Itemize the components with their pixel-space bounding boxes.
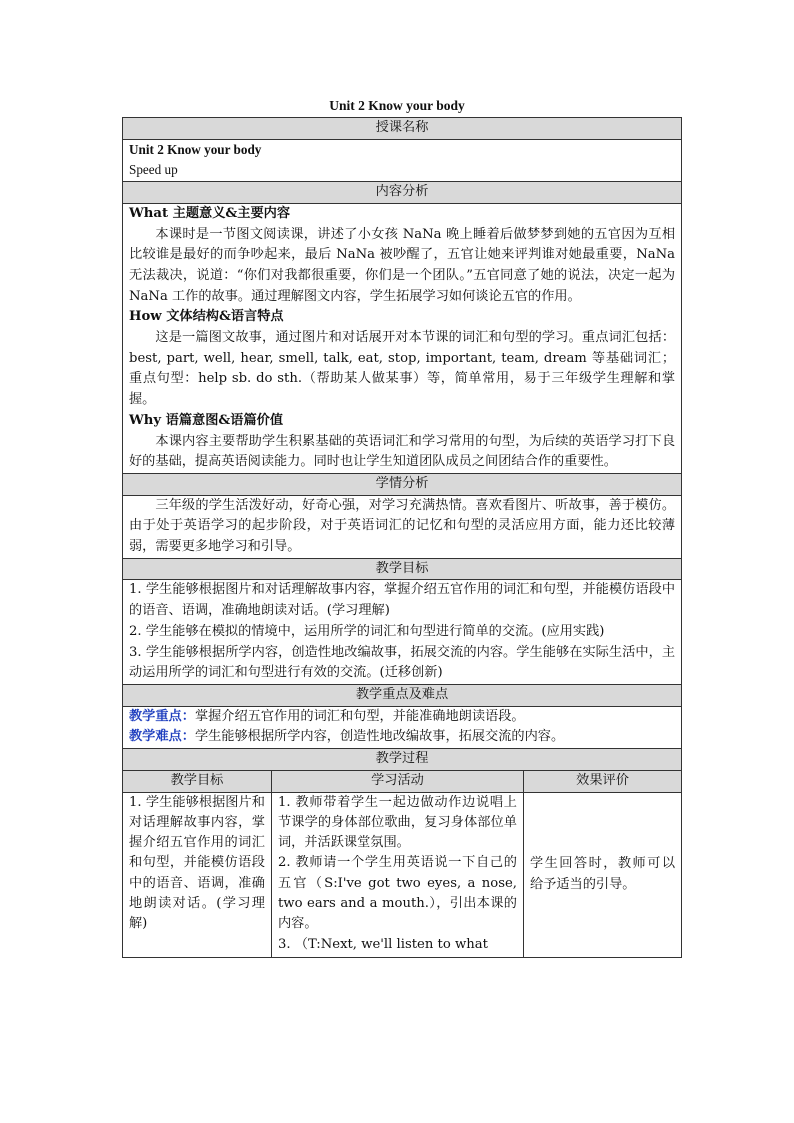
key-difficulty-text: 学生能够根据所学内容，创造性地改编故事，拓展交流的内容。 — [194, 729, 565, 745]
section-header-process: 教学过程 — [123, 749, 682, 771]
process-activity-3: 3. （T:Next, we'll listen to what — [278, 936, 488, 952]
section-header-content-analysis: 内容分析 — [123, 182, 682, 204]
page-title: Unit 2 Know your body — [329, 98, 465, 113]
how-paragraph: 这是一篇图文故事，通过图片和对话展开对本节课的词汇和句型的学习。重点词汇包括：best, part, well, hear, smell, talk, eat, stop, important, team, dream 等基础词汇；重点句型：help sb. do sth.（帮助某人做某事）等，简单常用，易于三年级学生理解和掌握。 — [129, 330, 676, 408]
section-header-course-name: 授课名称 — [123, 118, 682, 140]
lesson-plan-table — [122, 117, 682, 958]
process-column-goal: 教学目标 — [123, 770, 272, 792]
key-focus-label: 教学重点： — [129, 708, 195, 724]
key-points-cell — [123, 706, 682, 748]
what-heading: What 主题意义&主要内容 — [129, 205, 291, 221]
why-heading: Why 语篇意图&语篇价值 — [129, 412, 284, 428]
process-eval-cell — [524, 792, 682, 957]
process-activity-cell — [272, 792, 524, 957]
process-goal-cell — [123, 792, 272, 957]
what-paragraph: 本课时是一节图文阅读课，讲述了小女孩 NaNa 晚上睡着后做梦梦到她的五官因为互相比较谁是最好的而争吵起来，最后 NaNa 被吵醒了，五官让她来评判谁对她最重要，NaNa 无法裁决，说道：“你们对我都很重要，你们是一个团队。”五官同意了她的说法，决定一起为 NaNa 工作的故事。通过理解图文内容，学生拓展学习如何谈论五官的作用。 — [129, 226, 676, 304]
section-header-student-analysis: 学情分析 — [123, 473, 682, 495]
process-column-eval: 效果评价 — [524, 770, 682, 792]
process-activity-2: 2. 教师请一个学生用英语说一下自己的五官（S:I've got two eyes, a nose, two ears and a mouth.），引出本课的内容。 — [278, 855, 517, 932]
why-paragraph: 本课内容主要帮助学生积累基础的英语词汇和学习常用的句型，为后续的英语学习打下良好的基础，提高英语阅读能力。同时也让学生知道团队成员之间团结合作的重要性。 — [129, 433, 676, 470]
key-focus-line — [129, 707, 675, 728]
goal-item-2: 2. 学生能够在模拟的情境中，运用所学的词汇和句型进行简单的交流。(应用实践) — [129, 623, 605, 639]
process-column-activity: 学习活动 — [272, 770, 524, 792]
goal-item-1: 1. 学生能够根据图片和对话理解故事内容，掌握介绍五官作用的词汇和句型，并能模仿语段中的语音、语调，准确地朗读对话。(学习理解) — [129, 582, 676, 619]
student-analysis-paragraph: 三年级的学生活泼好动，好奇心强，对学习充满热情。喜欢看图片、听故事，善于模仿。由于处于英语学习的起步阶段，对于英语词汇的记忆和句型的灵活应用方面，能力还比较薄弱，需要更多地学习和引导。 — [129, 497, 676, 555]
process-activity-1: 1. 教师带着学生一起边做动作边说唱上节课学的身体部位歌曲，复习身体部位单词，并活跃课堂氛围。 — [278, 794, 517, 851]
how-heading: How 文体结构&语言特点 — [129, 309, 284, 325]
content-analysis-cell — [123, 203, 682, 473]
process-goal-text: 1. 学生能够根据图片和对话理解故事内容，掌握介绍五官作用的词汇和句型，并能模仿语段中的语音、语调，准确地朗读对话。(学习理解) — [129, 794, 265, 932]
section-header-key-points: 教学重点及难点 — [123, 684, 682, 706]
course-title: Unit 2 Know your body — [129, 141, 262, 157]
student-analysis-cell — [123, 495, 682, 558]
key-focus-text: 掌握介绍五官作用的词汇和句型，并能准确地朗读语段。 — [194, 708, 525, 724]
key-difficulty-line — [129, 727, 675, 748]
course-name-cell — [123, 139, 682, 181]
goal-item-3: 3. 学生能够根据所学内容，创造性地改编故事，拓展交流的内容。学生能够在实际生活中，主动运用所学的词汇和句型进行有效的交流。(迁移创新) — [129, 644, 676, 681]
section-header-teaching-goals: 教学目标 — [123, 558, 682, 580]
teaching-goals-cell — [123, 580, 682, 685]
course-subtitle: Speed up — [129, 162, 178, 178]
process-eval-text: 学生回答时，教师可以给予适当的引导。 — [530, 855, 676, 892]
key-difficulty-label: 教学难点： — [129, 729, 195, 745]
